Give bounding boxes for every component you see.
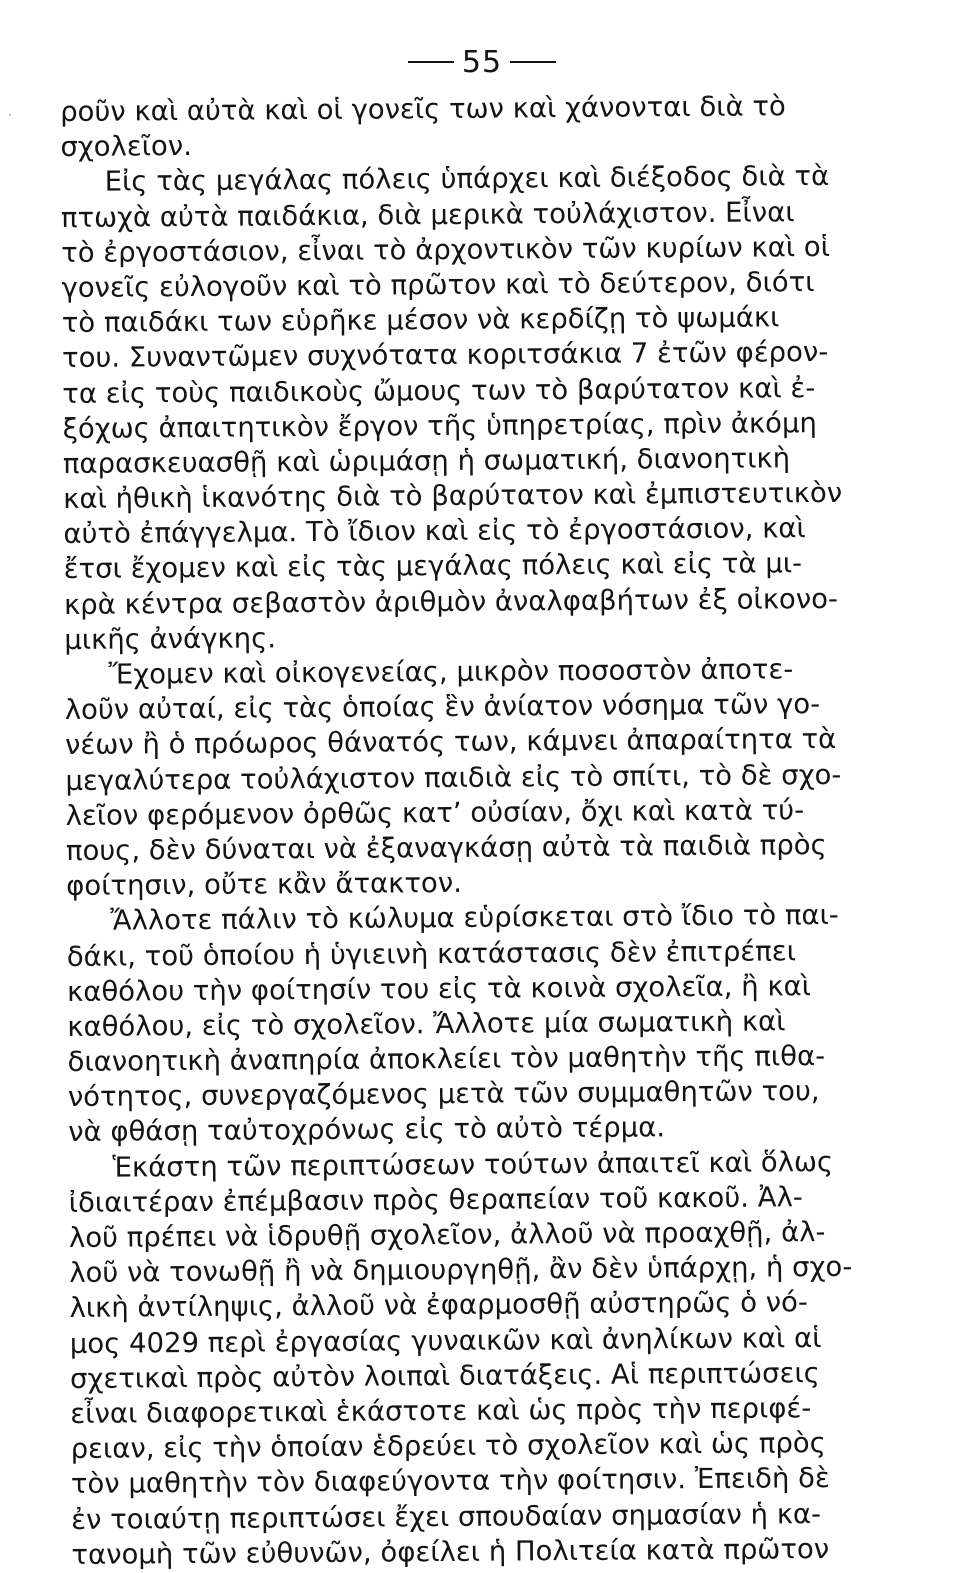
text-line: μεγαλύτερα τοὐλάχιστον παιδιὰ εἰς τὸ σπίτι, τὸ δὲ σχο-	[65, 758, 842, 797]
text-line: λικὴ ἀντίληψις, ἀλλοῦ νὰ ἐφαρμοσθῇ αὐστηρῶς ὁ νό-	[69, 1286, 808, 1325]
text-line: τα εἰς τοὺς παιδικοὺς ὤμους των τὸ βαρύτατον καὶ ἐ-	[62, 371, 816, 410]
right-dash	[510, 61, 556, 63]
margin-speck: ·	[8, 108, 12, 122]
text-line: σχολεῖον.	[60, 130, 193, 164]
text-line: ἐν τοιαύτῃ περιπτώσει ἔχει σπουδαίαν σημασίαν ἡ κα-	[71, 1497, 822, 1536]
text-line: λεῖον φερόμενον ὀρθῶς κατ’ οὐσίαν, ὄχι καὶ κατὰ τύ-	[65, 793, 805, 832]
text-line: νὰ φθάσῃ ταὐτοχρόνως εἰς τὸ αὐτὸ τέρμα.	[68, 1111, 666, 1149]
text-line: σχετικαὶ πρὸς αὐτὸν λοιπαὶ διατάξεις. Αἱ περιπτώσεις	[69, 1356, 820, 1395]
left-dash	[408, 61, 454, 63]
text-line: νέων ἢ ὁ πρόωρος θάνατός των, κάμνει ἀπαραίτητα τὰ	[64, 723, 837, 762]
text-line: λοῦ πρέπει νὰ ἱδρυθῇ σχολεῖον, ἀλλοῦ νὰ προαχθῇ, ἀλ-	[68, 1216, 826, 1254]
paragraph-start-line: Ἑκάστη τῶν περιπτώσεων τούτων ἀπαιτεῖ καὶ ὅλως	[112, 1145, 834, 1184]
text-line: διανοητικὴ ἀναπηρία ἀποκλείει τὸν μαθητὴν τῆς πιθα-	[67, 1040, 826, 1079]
text-line: ἰδιαιτέραν ἐπέμβασιν πρὸς θεραπείαν τοῦ κακοῦ. Ἀλ-	[68, 1181, 803, 1219]
text-line: καὶ ἠθικὴ ἱκανότης διὰ τὸ βαρύτατον καὶ ἐμπιστευτικὸν	[63, 476, 843, 516]
paragraph-start-line: Ἄλλοτε πάλιν τὸ κώλυμα εὑρίσκεται στὸ ἴδιο τὸ παι-	[110, 899, 839, 937]
text-line: δάκι, τοῦ ὁποίου ἡ ὑγιεινὴ κατάστασις δὲν ἐπιτρέπει	[66, 934, 797, 973]
text-line: ροῦν καὶ αὐτὰ καὶ οἱ γονεῖς των καὶ χάνονται διὰ τὸ	[60, 90, 786, 128]
text-line: νότητος, συνεργαζόμενος μετὰ τῶν συμμαθητῶν του,	[67, 1075, 820, 1114]
text-line: πτωχὰ αὐτὰ παιδάκια, διὰ μερικὰ τοὐλάχιστον. Εἶναι	[60, 195, 795, 234]
text-line: μικῆς ἀνάγκης.	[64, 622, 277, 656]
text-line: κρὰ κέντρα σεβαστὸν ἀριθμὸν ἀναλφαβήτων ἐξ οἰκονο-	[63, 582, 839, 621]
page-header	[0, 42, 964, 82]
text-line: τανομὴ τῶν εὐθυνῶν, ὀφείλει ἡ Πολιτεία κατὰ πρῶτον	[71, 1532, 830, 1571]
paragraph-start-line: Εἰς τὰς μεγάλας πόλεις ὑπάρχει καὶ διέξοδος διὰ τὰ	[104, 160, 830, 199]
text-line: τὸ ἐργοστάσιον, εἶναι τὸ ἀρχοντικὸν τῶν κυρίων καὶ οἱ	[61, 230, 831, 269]
text-line: λοῦ νὰ τονωθῇ ἢ νὰ δημιουργηθῇ, ἂν δὲν ὑπάρχῃ, ἡ σχο-	[69, 1251, 853, 1290]
text-line: του. Συναντῶμεν συχνότατα κοριτσάκια 7 ἐτῶν φέρον-	[61, 336, 829, 375]
text-line: μος 4029 περὶ ἐργασίας γυναικῶν καὶ ἀνηλίκων καὶ αἱ	[69, 1321, 822, 1360]
text-line: ἔτσι ἔχομεν καὶ εἰς τὰς μεγάλας πόλεις καὶ εἰς τὰ μι-	[63, 547, 803, 586]
text-line: λοῦν αὐταί, εἰς τὰς ὁποίας ἓν ἀνίατον νόσημα τῶν γο-	[64, 688, 821, 727]
text-line: εἶναι διαφορετικαὶ ἑκάστοτε καὶ ὡς πρὸς τὴν περιφέ-	[70, 1392, 812, 1430]
paragraph-start-line: Ἔχομεν καὶ οἰκογενείας, μικρὸν ποσοστὸν ἀποτε-	[108, 653, 794, 691]
text-line: τὸ παιδάκι των εὑρῆκε μέσον νὰ κερδίζῃ τὸ ψωμάκι	[61, 301, 780, 340]
page-body	[60, 89, 872, 1573]
text-line: καθόλου τὴν φοίτησίν του εἰς τὰ κοινὰ σχολεῖα, ἢ καὶ	[66, 969, 812, 1008]
text-line: φοίτησιν, οὔτε κἂν ἄτακτον.	[66, 866, 463, 903]
text-line: τὸν μαθητὴν τὸν διαφεύγοντα τὴν φοίτησιν. Ἐπειδὴ δὲ	[70, 1462, 830, 1501]
text-line: ξόχως ἀπαιτητικὸν ἔργον τῆς ὑπηρετρίας, πρὶν ἀκόμη	[62, 406, 817, 445]
text-line: αὐτὸ ἐπάγγελμα. Τὸ ἴδιον καὶ εἰς τὸ ἐργοστάσιον, καὶ	[63, 512, 806, 551]
text-line: παρασκευασθῇ καὶ ὡριμάσῃ ἡ σωματική, διανοητικὴ	[62, 442, 791, 480]
text-line: καθόλου, εἰς τὸ σχολεῖον. Ἄλλοτε μία σωματικὴ καὶ	[67, 1005, 786, 1043]
text-line: ρειαν, εἰς τὴν ὁποίαν ἑδρεύει τὸ σχολεῖον καὶ ὡς πρὸς	[70, 1427, 826, 1466]
text-line: γονεῖς εὐλογοῦν καὶ τὸ πρῶτον καὶ τὸ δεύτερον, διότι	[61, 266, 815, 304]
text-line: πους, δὲν δύναται νὰ ἐξαναγκάσῃ αὐτὰ τὰ παιδιὰ πρὸς	[65, 828, 827, 867]
page-number: 55	[461, 44, 503, 80]
